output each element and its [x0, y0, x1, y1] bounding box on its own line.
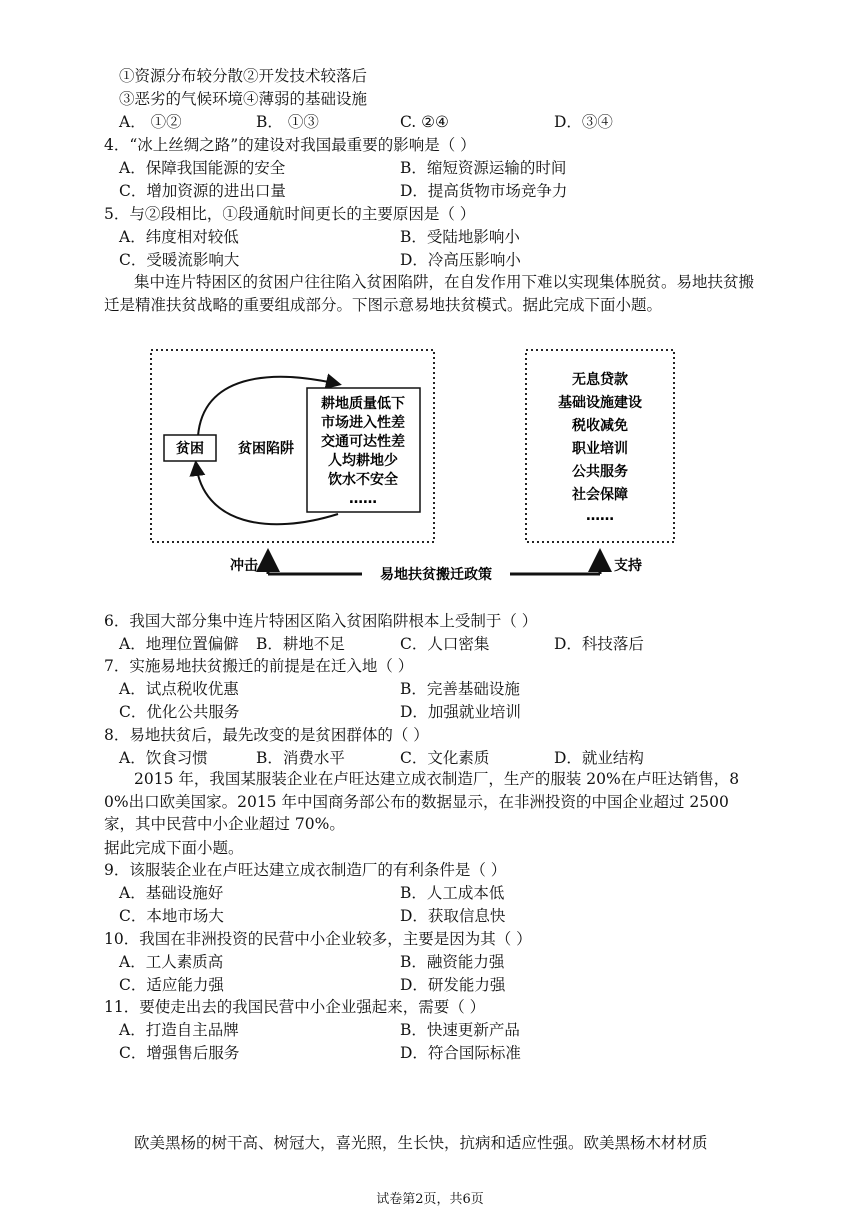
q3-option-line2: ③恶劣的气候环境④薄弱的基础设施: [119, 90, 368, 108]
question-11-option-c: C．增强售后服务: [119, 1044, 240, 1062]
question-9-option-a: A．基础设施好: [119, 884, 224, 902]
support-1: 无息贷款: [572, 372, 628, 388]
question-7-option-a: A．试点税收优惠: [119, 680, 239, 698]
support-4: 职业培训: [572, 441, 628, 457]
question-8-option-a: A．饮食习惯: [119, 749, 208, 767]
q3-choice-c: C. ②④: [400, 113, 449, 131]
question-9-option-b: B．人工成本低: [400, 884, 505, 902]
question-4-option-c: C．增加资源的进出口量: [119, 182, 286, 200]
question-4-option-d: D．提高货物市场竞争力: [400, 182, 568, 200]
question-8-stem: 8．易地扶贫后，最先改变的是贫困群体的（ ）: [104, 726, 429, 744]
support-3: 税收减免: [572, 418, 628, 434]
poverty-trap-label: 贫困陷阱: [238, 441, 294, 457]
question-8-option-d: D．就业结构: [554, 749, 644, 767]
question-5-option-a: A．纬度相对较低: [119, 228, 239, 246]
question-9-stem: 9．该服装企业在卢旺达建立成衣制造厂的有利条件是（ ）: [104, 861, 507, 879]
question-11-option-d: D．符合国际标准: [400, 1044, 521, 1062]
support-2: 基础设施建设: [558, 395, 642, 411]
question-7-option-b: B．完善基础设施: [400, 680, 520, 698]
support-6: 社会保障: [572, 487, 628, 503]
question-5-option-d: D．冷高压影响小: [400, 251, 521, 269]
q3-choice-a: A． ①②: [119, 113, 182, 131]
support-more: ……: [586, 508, 614, 524]
question-4-option-b: B．缩短资源运输的时间: [400, 159, 567, 177]
question-10-stem: 10．我国在非洲投资的民营中小企业较多，主要是因为其（ ）: [104, 930, 532, 948]
impact-label: 冲击: [230, 558, 258, 574]
question-5-option-b: B．受陆地影响小: [400, 228, 520, 246]
question-7-option-c: C．优化公共服务: [119, 703, 240, 721]
question-10-option-b: B．融资能力强: [400, 953, 505, 971]
question-8-option-b: B．消费水平: [256, 749, 345, 767]
question-5-option-c: C．受暖流影响大: [119, 251, 240, 269]
question-6-option-d: D．科技落后: [554, 635, 644, 653]
q3-choice-b: B． ①③: [256, 113, 319, 131]
question-10-option-c: C．适应能力强: [119, 976, 224, 994]
q3-option-line1: ①资源分布较分散②开发技术较落后: [119, 67, 368, 85]
relocation-poverty-diagram: [148, 346, 678, 586]
poverty-label: 贫困: [176, 441, 204, 457]
cause-more: ……: [349, 491, 377, 507]
q3-choice-d: D．③④: [554, 113, 613, 131]
question-11-option-b: B．快速更新产品: [400, 1021, 520, 1039]
question-11-option-a: A．打造自主品牌: [119, 1021, 239, 1039]
question-9-option-c: C．本地市场大: [119, 907, 224, 925]
question-9-option-d: D．获取信息快: [400, 907, 506, 925]
cause-2: 市场进入性差: [321, 415, 405, 431]
cause-1: 耕地质量低下: [321, 396, 405, 412]
question-6-option-b: B．耕地不足: [256, 635, 345, 653]
question-6-stem: 6．我国大部分集中连片特困区陷入贫困陷阱根本上受制于（ ）: [104, 612, 538, 630]
passage-rwanda-tail: 据此完成下面小题。: [104, 839, 244, 857]
passage-poplar-start: 欧美黑杨的树干高、树冠大，喜光照，生长快，抗病和适应性强。欧美黑杨木材材质: [134, 1134, 708, 1152]
question-4-stem: 4．“冰上丝绸之路”的建设对我国最重要的影响是（ ）: [104, 136, 476, 154]
cause-3: 交通可达性差: [321, 434, 405, 450]
question-11-stem: 11．要使走出去的我国民营中小企业强起来，需要（ ）: [104, 998, 486, 1016]
support-5: 公共服务: [572, 464, 628, 480]
support-label: 支持: [614, 558, 642, 574]
question-7-option-d: D．加强就业培训: [400, 703, 521, 721]
question-10-option-a: A．工人素质高: [119, 953, 224, 971]
cause-5: 饮水不安全: [328, 472, 398, 488]
cause-4: 人均耕地少: [328, 453, 398, 469]
page-footer: 试卷第2页，共6页: [376, 1192, 484, 1207]
question-7-stem: 7．实施易地扶贫搬迁的前提是在迁入地（ ）: [104, 657, 414, 675]
question-8-option-c: C．文化素质: [400, 749, 490, 767]
question-6-option-c: C．人口密集: [400, 635, 490, 653]
passage-rwanda: 2015 年，我国某服装企业在卢旺达建立成衣制造厂，生产的服装 20%在卢旺达销售，80%出口欧美国家。2015 年中国商务部公布的数据显示，在非洲投资的中国企业超过 2500 家，其中民营中小企业超过 70%。: [104, 770, 740, 833]
question-4-option-a: A．保障我国能源的安全: [119, 159, 286, 177]
question-10-option-d: D．研发能力强: [400, 976, 506, 994]
question-6-option-a: A．地理位置偏僻: [119, 635, 239, 653]
passage-poverty: 集中连片特困区的贫困户往往陷入贫困陷阱，在自发作用下难以实现集体脱贫。易地扶贫搬迁是精准扶贫战略的重要组成部分。下图示意易地扶贫模式。据此完成下面小题。: [104, 273, 755, 314]
policy-label: 易地扶贫搬迁政策: [380, 567, 492, 583]
question-5-stem: 5．与②段相比，①段通航时间更长的主要原因是（ ）: [104, 205, 476, 223]
